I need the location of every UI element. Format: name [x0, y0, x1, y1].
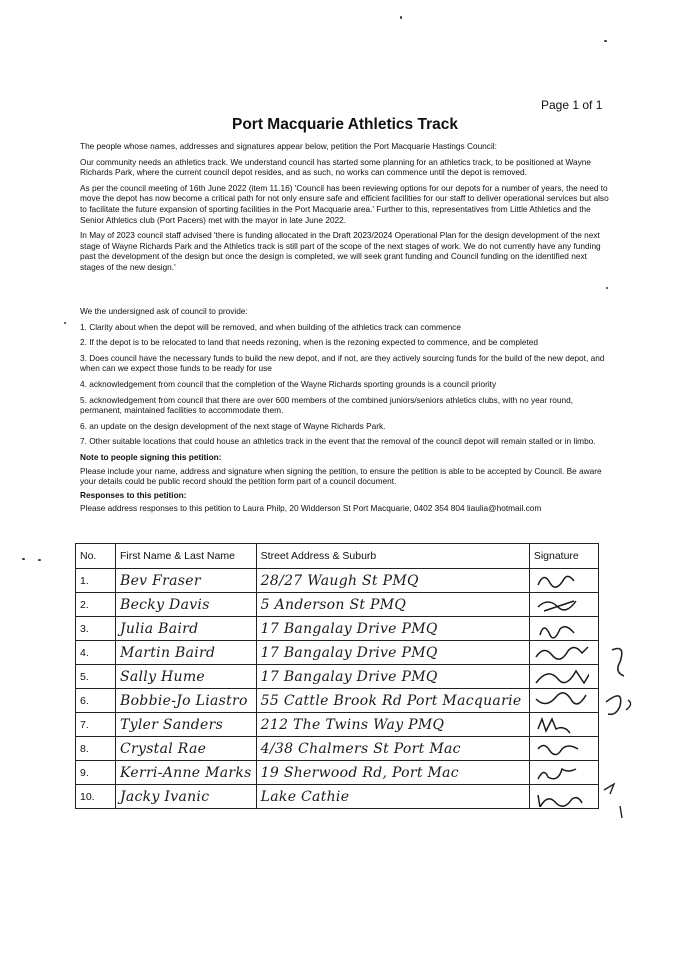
ask-item: 3. Does council have the necessary funds to build the new depot, and if not, are they actively sourcing funds for the build of the new depot, and when can we expect those funds to be ready for use: [80, 352, 605, 374]
paragraph-2: As per the council meeting of 16th June 2022 (item 11.16) 'Council has been reviewing options for our depots for a number of years, the need to move the depot has now become a critical path for not only ensure safe and efficient facilities for our staff to deliver operational services but also to facilitate the future expansion of sporting facilities in the Port Macquarie area.' Further to this, representatives from Little Athletics and the Senior Athletics club (Port Pacers) met with the mayor in late June 2022.: [80, 182, 609, 225]
page-number: Page 1 of 1: [541, 98, 603, 112]
signer-address: 212 The Twins Way PMQ: [256, 713, 529, 737]
table-row: [76, 737, 599, 761]
signer-name: Martin Baird: [115, 641, 256, 665]
signature-cell: [529, 737, 598, 761]
table-row: [76, 641, 599, 665]
signer-address: 4/38 Chalmers St Port Mac: [256, 737, 529, 761]
ask-item: 5. acknowledgement from council that there are over 600 members of the combined juniors/seniors athletics clubs, with no year round, permanent, maintained facilities to accommodate them.: [80, 394, 573, 416]
signer-name: Crystal Rae: [115, 737, 256, 761]
row-number: 10.: [76, 785, 116, 809]
handwritten-signature: [534, 715, 589, 735]
table-row: [76, 665, 599, 689]
row-number: 5.: [76, 665, 116, 689]
row-number: 2.: [76, 593, 116, 617]
signature-cell: [529, 641, 598, 665]
row-number: 6.: [76, 689, 116, 713]
row-number: 8.: [76, 737, 116, 761]
row-number: 7.: [76, 713, 116, 737]
signer-name: Bev Fraser: [115, 569, 256, 593]
signer-address: 28/27 Waugh St PMQ: [256, 569, 529, 593]
signature-cell: [529, 665, 598, 689]
signer-name: Sally Hume: [115, 665, 256, 689]
signature-cell: [529, 713, 598, 737]
handwritten-signature: [534, 595, 589, 615]
table-row: [76, 761, 599, 785]
paragraph-3: In May of 2023 council staff advised 'there is funding allocated in the Draft 2023/2024 Operational Plan for the design development of the next stage of Wayne Richards Park and the Athletics track is still part of the scope of the next stages of work. We do not currently have any funding past the development of the design but once the design is completed, we will seek grant funding and Council funding on the identified next stages of the new design.': [80, 230, 601, 272]
scan-speck: [64, 322, 66, 324]
signer-address: 19 Sherwood Rd, Port Mac: [256, 761, 529, 785]
table-header-row: [76, 544, 599, 569]
responses-heading: Responses to this petition:: [80, 489, 187, 500]
handwritten-signature: [534, 691, 589, 711]
handwritten-signature: [534, 643, 589, 663]
signer-name: Kerri-Anne Marks: [115, 761, 256, 785]
scan-speck: [606, 287, 608, 289]
signer-address: 17 Bangalay Drive PMQ: [256, 617, 529, 641]
table-row: [76, 713, 599, 737]
signer-name: Julia Baird: [115, 617, 256, 641]
petition-intro-block: [80, 141, 610, 278]
signer-name: Tyler Sanders: [115, 713, 256, 737]
signature-cell: [529, 785, 598, 809]
note-heading: Note to people signing this petition:: [80, 451, 222, 462]
scan-speck: [38, 559, 41, 561]
signature-table: [75, 543, 599, 809]
signature-cell: [529, 593, 598, 617]
note-text: Please include your name, address and signature when signing the petition, to ensure the petition is able to be accepted by Council. Be aware your details could be public record should the petition form part of a council document.: [80, 465, 602, 487]
row-number: 3.: [76, 617, 116, 641]
signer-address: 5 Anderson St PMQ: [256, 593, 529, 617]
ask-item: 4. acknowledgement from council that the completion of the Wayne Richards sporting grounds is a council priority: [80, 378, 497, 389]
signature-cell: [529, 689, 598, 713]
table-row: [76, 785, 599, 809]
responses-text: Please address responses to this petition to Laura Philp, 20 Widderson St Port Macquarie, 0402 354 804 liaulia@hotmail.com: [80, 503, 542, 514]
table-row: [76, 593, 599, 617]
header-no: No.: [76, 544, 116, 569]
signer-address: 17 Bangalay Drive PMQ: [256, 665, 529, 689]
ask-item: 2. If the depot is to be relocated to land that needs rezoning, when is the rezoning expected to commence, and be completed: [80, 337, 539, 348]
ask-item: 1. Clarity about when the depot will be removed, and when building of the athletics track can commence: [80, 321, 461, 332]
signer-address: 55 Cattle Brook Rd Port Macquarie: [256, 689, 529, 713]
ask-heading: We the undersigned ask of council to provide:: [80, 306, 248, 316]
signature-cell: [529, 617, 598, 641]
signer-name: Becky Davis: [115, 593, 256, 617]
row-number: 1.: [76, 569, 116, 593]
signer-name: Jacky Ivanic: [115, 785, 256, 809]
signer-address: 17 Bangalay Drive PMQ: [256, 641, 529, 665]
scan-speck: [400, 16, 402, 19]
signer-name: Bobbie-Jo Liastro: [115, 689, 256, 713]
header-address: Street Address & Suburb: [256, 544, 529, 569]
signature-cell: [529, 569, 598, 593]
page-title: Port Macquarie Athletics Track: [232, 116, 458, 133]
ask-item: 7. Other suitable locations that could house an athletics track in the event that the removal of the council depot will remain stalled or in limbo.: [80, 436, 596, 447]
handwritten-signature: [534, 787, 589, 807]
header-signature: Signature: [529, 544, 598, 569]
scan-speck: [604, 40, 607, 42]
row-number: 4.: [76, 641, 116, 665]
table-row: [76, 689, 599, 713]
pen-scribble: [600, 640, 690, 830]
handwritten-signature: [534, 739, 589, 759]
row-number: 9.: [76, 761, 116, 785]
handwritten-signature: [534, 667, 589, 687]
handwritten-signature: [534, 619, 589, 639]
signature-cell: [529, 761, 598, 785]
signer-address: Lake Cathie: [256, 785, 529, 809]
table-row: [76, 617, 599, 641]
ask-item: 6. an update on the design development of the next stage of Wayne Richards Park.: [80, 420, 386, 431]
table-row: [76, 569, 599, 593]
intro-text: The people whose names, addresses and signatures appear below, petition the Port Macquarie Hastings Council:: [80, 141, 497, 151]
scan-speck: [22, 558, 25, 560]
paragraph-1: Our community needs an athletics track. We understand council has started some planning for an athletics track, to be positioned at Wayne Richards Park, where the current council depot resides, and as such, no works can commence until the depot is removed.: [80, 156, 591, 178]
handwritten-signature: [534, 763, 589, 783]
asks-block: [80, 306, 610, 519]
header-name: First Name & Last Name: [115, 544, 256, 569]
handwritten-signature: [534, 571, 589, 591]
